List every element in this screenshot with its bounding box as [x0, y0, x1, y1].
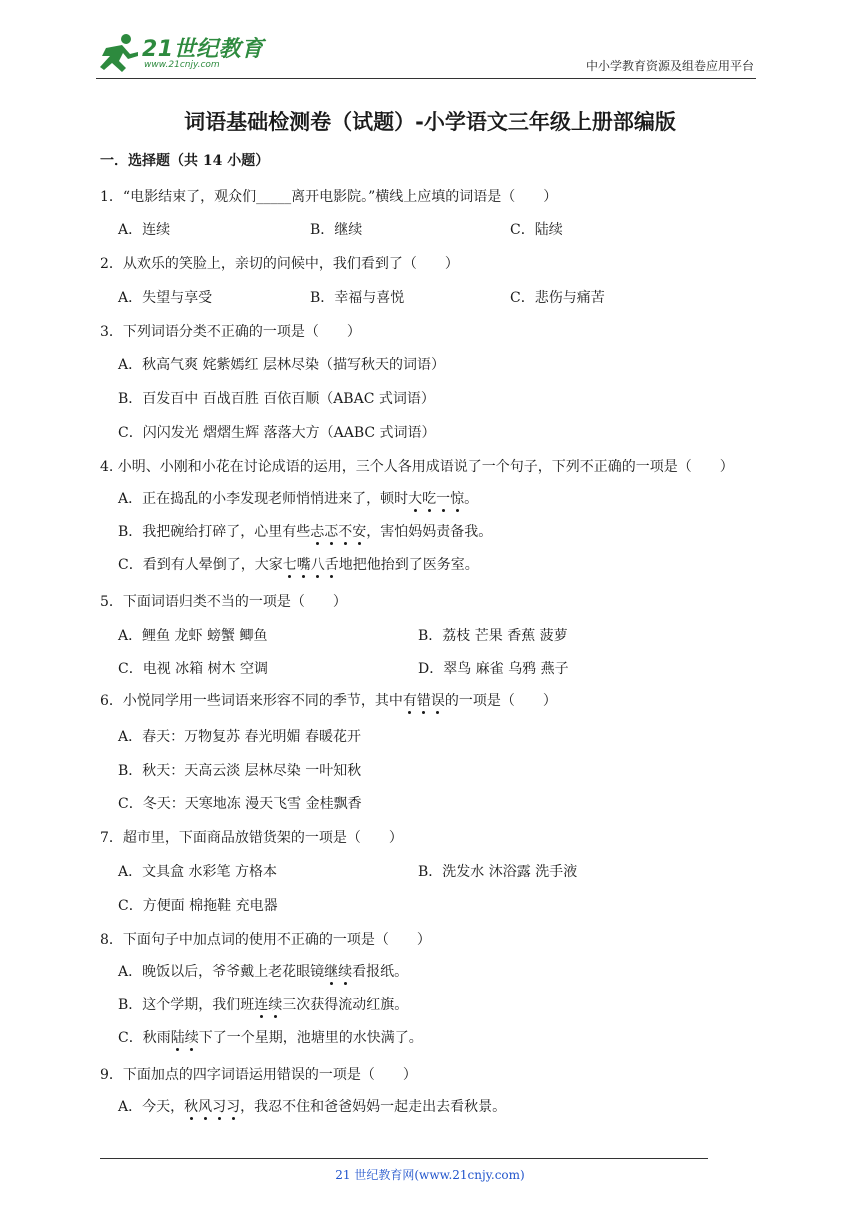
option-text: C．秋雨 [118, 1030, 171, 1046]
runner-logo-icon [96, 32, 140, 74]
option-text: 。 [464, 491, 479, 507]
page-header [96, 30, 756, 79]
question-4: 4. 小明、小刚和小花在讨论成语的运用，三个人各用成语说了一个句子，下列不正确的一项是（ ） [100, 459, 734, 475]
option-text: B．我把碗给打碎了，心里有些 [118, 524, 311, 540]
question-3: 3．下列词语分类不正确的一项是（ ） [100, 324, 361, 340]
emphasis-char: 七 [283, 554, 297, 574]
emphasis-char: 续 [185, 1027, 199, 1047]
footer-link[interactable]: 21 世纪教育网(www.21cnjy.com) [335, 1168, 525, 1182]
question-8: 8．下面句子中加点词的使用不正确的一项是（ ） [100, 932, 431, 948]
option-c[interactable]: C．冬天：天寒地冻 漫天飞雪 金桂飘香 [118, 796, 362, 812]
dotted-word [171, 1030, 199, 1046]
question-7: 7．超市里，下面商品放错货架的一项是（ ） [100, 830, 403, 846]
emphasis-char: 习 [212, 1096, 226, 1116]
option-text: 三次获得流动红旗。 [282, 997, 409, 1013]
option-b[interactable]: B．幸福与喜悦 [310, 290, 405, 306]
question-text: 的一项是（ ） [444, 693, 557, 709]
emphasis-char: 有 [403, 690, 417, 710]
dotted-word [408, 491, 464, 507]
option-b[interactable]: B．荔枝 芒果 香蕉 菠萝 [418, 628, 568, 644]
option-d[interactable]: D．翠鸟 麻雀 乌鸦 燕子 [418, 661, 569, 677]
emphasis-char: 不 [338, 521, 352, 541]
logo-url: www.21cnjy.com [144, 60, 220, 70]
emphasis-char: 陆 [171, 1027, 185, 1047]
question-5: 5．下面词语归类不当的一项是（ ） [100, 594, 347, 610]
option-b[interactable] [118, 521, 492, 541]
emphasis-char: 习 [226, 1096, 240, 1116]
option-text: 看报纸。 [352, 964, 409, 980]
option-c[interactable] [118, 1027, 423, 1047]
option-text: ，害怕妈妈责备我。 [366, 524, 493, 540]
option-text: A．正在捣乱的小李发现老师悄悄进来了，顿时 [118, 491, 409, 507]
logo-text: 21世纪教育 [142, 37, 264, 62]
option-b[interactable]: B．继续 [310, 222, 363, 238]
emphasis-char: 忑 [324, 521, 338, 541]
option-text: 地把他抬到了医务室。 [338, 557, 479, 573]
dotted-word [310, 524, 366, 540]
option-a[interactable]: A．春天：万物复苏 春光明媚 春暖花开 [118, 729, 362, 745]
option-text: 下了一个星期，池塘里的水快满了。 [198, 1030, 423, 1046]
option-c[interactable]: C．悲伤与痛苦 [510, 290, 605, 306]
platform-name: 中小学教育资源及组卷应用平台 [585, 59, 754, 73]
emphasis-char: 风 [198, 1096, 212, 1116]
logo [96, 30, 266, 76]
option-b[interactable]: B．洗发水 沐浴露 洗手液 [418, 864, 578, 880]
question-2: 2．从欢乐的笑脸上，亲切的问候中，我们看到了（ ） [100, 256, 459, 272]
emphasis-char: 错 [417, 690, 431, 710]
question-text: 6．小悦同学用一些词语来形容不同的季节，其中 [100, 693, 403, 709]
emphasis-char: 大 [408, 488, 422, 508]
question-1: 1．“电影结束了，观众们_____离开电影院。”横线上应填的词语是（ ） [100, 189, 558, 205]
emphasis-char: 忐 [310, 521, 324, 541]
emphasis-char: 续 [338, 961, 352, 981]
dotted-word [184, 1099, 240, 1115]
emphasis-char: 舌 [325, 554, 339, 574]
option-a[interactable] [118, 488, 478, 508]
emphasis-char: 安 [352, 521, 366, 541]
option-a[interactable]: A．秋高气爽 姹紫嫣红 层林尽染（描写秋天的词语） [118, 357, 446, 373]
emphasis-char: 吃 [422, 488, 436, 508]
option-a[interactable]: A．连续 [118, 222, 171, 238]
option-a[interactable]: A．文具盒 水彩笔 方格本 [118, 864, 278, 880]
emphasis-char: 八 [311, 554, 325, 574]
emphasis-char: 误 [431, 690, 445, 710]
dotted-word [283, 557, 339, 573]
option-c[interactable] [118, 554, 479, 574]
option-a[interactable] [118, 1096, 506, 1116]
emphasis-char: 一 [436, 488, 450, 508]
question-6 [100, 690, 557, 710]
emphasis-char: 嘴 [297, 554, 311, 574]
option-text: ，我忍不住和爸爸妈妈一起走出去看秋景。 [240, 1099, 507, 1115]
option-c[interactable]: C．方便面 棉拖鞋 充电器 [118, 898, 278, 914]
option-c[interactable]: C．闪闪发光 熠熠生辉 落落大方（AABC 式词语） [118, 425, 436, 441]
option-text: C．看到有人晕倒了，大家 [118, 557, 283, 573]
dotted-word [403, 693, 445, 709]
section-heading: 一．选择题（共 14 小题） [100, 153, 270, 169]
emphasis-char: 继 [324, 961, 338, 981]
dotted-word [254, 997, 282, 1013]
option-b[interactable]: B．百发百中 百战百胜 百依百顺（ABAC 式词语） [118, 391, 435, 407]
option-b[interactable]: B．秋天：天高云淡 层林尽染 一叶知秋 [118, 763, 362, 779]
option-text: A．今天， [118, 1099, 185, 1115]
footer-divider [100, 1158, 708, 1159]
option-a[interactable]: A．鲤鱼 龙虾 螃蟹 鲫鱼 [118, 628, 268, 644]
option-a[interactable]: A．失望与享受 [118, 290, 213, 306]
dotted-word [324, 964, 352, 980]
emphasis-char: 连 [254, 994, 268, 1014]
question-9: 9．下面加点的四字词语运用错误的一项是（ ） [100, 1067, 417, 1083]
page-title: 词语基础检测卷（试题）-小学语文三年级上册部编版 [184, 110, 676, 134]
option-b[interactable] [118, 994, 408, 1014]
emphasis-char: 惊 [450, 488, 464, 508]
option-a[interactable] [118, 961, 408, 981]
emphasis-char: 秋 [184, 1096, 198, 1116]
option-text: A．晚饭以后，爷爷戴上老花眼镜 [118, 964, 325, 980]
option-c[interactable]: C．电视 冰箱 树木 空调 [118, 661, 269, 677]
emphasis-char: 续 [268, 994, 282, 1014]
option-c[interactable]: C．陆续 [510, 222, 563, 238]
option-text: B．这个学期，我们班 [118, 997, 255, 1013]
